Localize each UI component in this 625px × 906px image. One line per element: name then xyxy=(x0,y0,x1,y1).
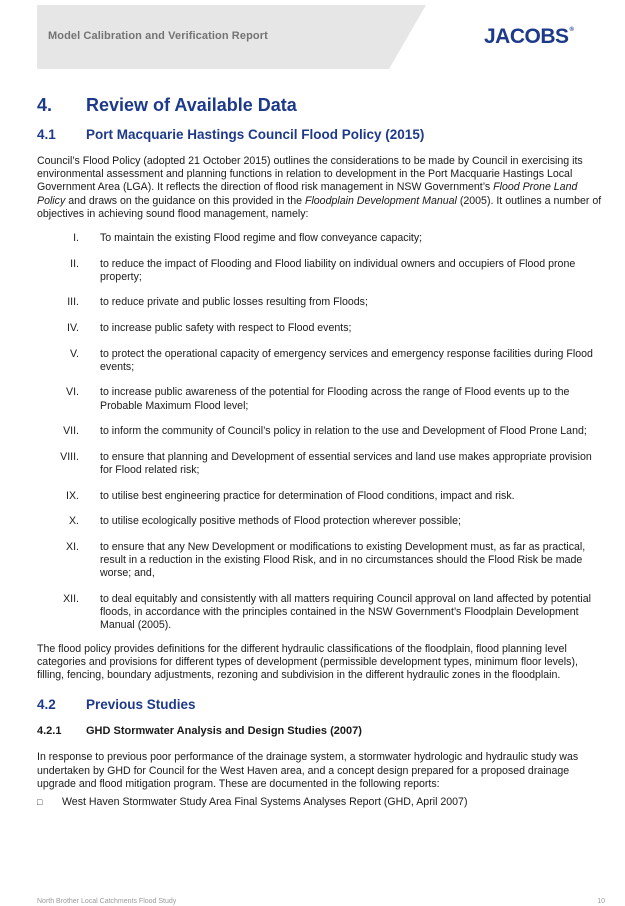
section-title: Review of Available Data xyxy=(86,95,297,115)
objective-text: to increase public safety with respect to Flood events; xyxy=(100,322,352,334)
objective-item xyxy=(37,593,605,633)
objective-text: To maintain the existing Flood regime and flow conveyance capacity; xyxy=(100,232,423,245)
section-number: 4.2 xyxy=(37,697,56,713)
flood-policy-closing: The flood policy provides definitions for the different hydraulic classifications of the floodplain, flood planning level categories and provisions for different types of development (permissible development types, minimum floor levels), filling, fencing, boundary adjustments, rezoning and subdivision in the different hydraulic zones in the floodplain. xyxy=(37,642,578,682)
intro-text: Council’s Flood Policy (adopted 21 October 2015) outlines the considerations to be made by Council in exercising its environmental assessment and planning functions in relation to development in the Port Macquarie Hastings Local Government Area (LGA). It reflects the direction of flood risk management in NSW Government’s xyxy=(37,155,583,194)
objective-item xyxy=(37,322,605,335)
footer-doc-title: North Brother Local Catchments Flood Study xyxy=(37,898,177,905)
section-title: Previous Studies xyxy=(86,697,196,713)
objective-text: to reduce private and public losses resulting from Floods; xyxy=(100,296,368,309)
section-heading-4-2 xyxy=(37,696,605,713)
ghd-study-intro: In response to previous poor performance of the drainage system, a stormwater hydrologic and hydraulic study was undertaken by GHD for Council for the West Haven area, and a concept design prepared for a proposed drainage upgrade and flood mitigation program. These are documented in the following reports: xyxy=(37,751,579,790)
section-number: 4.2.1 xyxy=(37,725,62,738)
objective-number: II. xyxy=(70,257,79,270)
section-title: Port Macquarie Hastings Council Flood Policy (2015) xyxy=(86,127,425,142)
objective-number: IV. xyxy=(67,322,79,334)
main-content xyxy=(37,94,605,809)
objective-number: V. xyxy=(69,347,79,360)
page-footer xyxy=(37,898,605,905)
objective-item xyxy=(37,386,605,412)
objectives-list xyxy=(37,232,605,632)
objective-number: X. xyxy=(68,515,79,528)
flood-policy-intro xyxy=(37,155,605,221)
objective-number: I. xyxy=(73,232,79,245)
objective-item xyxy=(37,232,605,245)
section-heading-4-1 xyxy=(37,126,605,143)
intro-text: (2005). It outlines a number of objectives in achieving sound flood management, namely: xyxy=(37,194,602,220)
objective-item xyxy=(37,451,605,477)
floodplain-manual-ref: Floodplain Development Manual xyxy=(304,194,457,207)
objective-number: XI. xyxy=(66,540,79,553)
objective-number: VIII. xyxy=(60,450,79,463)
section-title: GHD Stormwater Analysis and Design Studies (2007) xyxy=(86,725,362,738)
objective-text: to inform the community of Council’s policy in relation to the use and Development of Flood Prone Land; xyxy=(100,425,587,438)
objective-text: to ensure that planning and Development of essential services and land use makes appropriate provision for Flood related risk; xyxy=(100,450,592,476)
section-number: 4.1 xyxy=(37,127,56,142)
flood-prone-land-policy-ref: Flood Prone Land Policy xyxy=(37,181,578,207)
objective-item xyxy=(37,425,605,438)
objective-item xyxy=(37,258,605,284)
objective-number: VI. xyxy=(66,386,79,399)
bullet-box-icon: □ xyxy=(37,796,43,807)
report-item xyxy=(37,796,605,809)
objective-item xyxy=(37,490,605,503)
intro-text: and draws on the guidance on this provided in the xyxy=(65,194,305,207)
objective-number: XII. xyxy=(63,592,79,605)
objective-item xyxy=(37,296,605,309)
objective-text: to utilise best engineering practice for determination of Flood conditions, impact and risk. xyxy=(100,489,515,502)
section-number: 4. xyxy=(37,95,53,115)
objective-number: VII. xyxy=(63,425,79,438)
objective-text: to increase public awareness of the potential for Flooding across the range of Flood events up to the Probable Maximum Flood level; xyxy=(100,386,570,412)
jacobs-logo xyxy=(484,25,573,49)
objective-number: III. xyxy=(67,296,79,309)
objective-text: to utilise ecologically positive methods of Flood protection wherever possible; xyxy=(100,515,461,528)
report-text: West Haven Stormwater Study Area Final Systems Analyses Report (GHD, April 2007) xyxy=(62,795,468,808)
section-heading-4 xyxy=(37,94,605,116)
report-title: Model Calibration and Verification Report xyxy=(48,30,268,42)
objective-item xyxy=(37,515,605,528)
objective-item xyxy=(37,348,605,374)
objective-text: to ensure that any New Development or modifications to existing Development must, as far as practical, result in a reduction in the existing Flood Risk, and in no circumstances should the Flood Risk be made worse; and, xyxy=(100,540,586,580)
objective-text: to deal equitably and consistently with all matters requiring Council approval on land affected by potential floods, in accordance with the principles contained in the NSW Government’s Floodplain Development Manual (2005). xyxy=(100,592,591,632)
objective-text: to reduce the impact of Flooding and Flood liability on individual owners and occupiers of Flood prone property; xyxy=(100,257,576,283)
registered-mark: ® xyxy=(569,27,574,33)
objective-item xyxy=(37,541,605,581)
reports-list xyxy=(37,796,605,809)
objective-number: IX. xyxy=(66,489,79,502)
page-number: 10 xyxy=(597,898,605,905)
section-heading-4-2-1 xyxy=(37,724,605,738)
logo-text: JACOBS xyxy=(484,25,569,48)
objective-text: to protect the operational capacity of emergency services and emergency response facilities during Flood events; xyxy=(100,347,593,373)
